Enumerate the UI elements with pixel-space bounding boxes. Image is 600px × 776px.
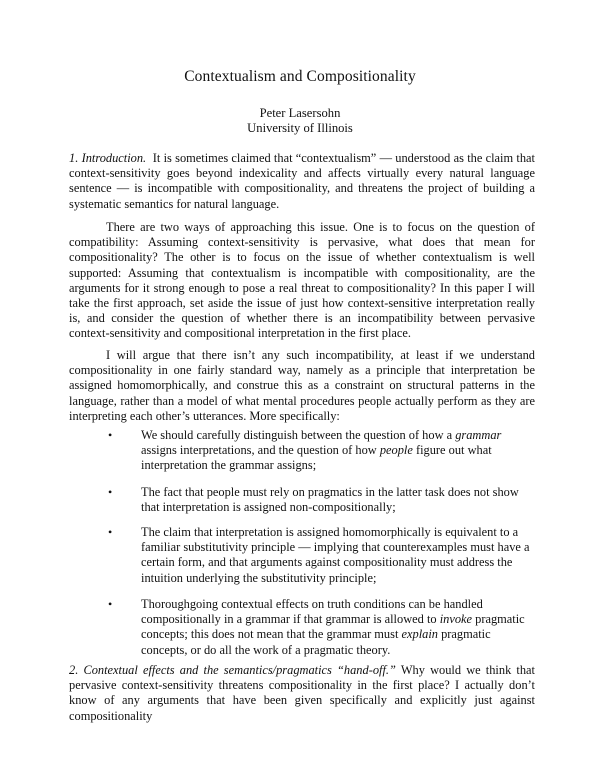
bullet-item: The claim that interpretation is assigned homomorphically is equivalent to a familiar substitutivity principle — implying that counterexamples must have a certain form, and that arguments against compositionality must address the intuition underlying the substitutivity principle; — [141, 525, 530, 585]
bullet-marker: • — [108, 525, 113, 539]
intro-paragraph — [69, 151, 535, 212]
emphasis-explain: explain — [401, 627, 438, 642]
bullet-marker: • — [108, 485, 113, 499]
author-block — [0, 106, 600, 136]
section-2-text: Why would we think that pervasive context-sensitivity threatens compositionality in the first place? I actually don’t know of any arguments that have been given specifically and explicitly just against compositionality — [69, 663, 536, 723]
section-2-paragraph — [69, 663, 535, 724]
bullet-item: We should carefully distinguish between the question of how a grammar assigns interpretations, and the question of how people figure out what interpretation the grammar assigns; — [141, 428, 502, 473]
intro-paragraph-text: It is sometimes claimed that “contextualism” — understood as the claim that context-sensitivity goes beyond indexicality and affects virtually every natural language sentence — is incompatible with compositionality, and threatens the project of building a systematic semantics for natural language. — [69, 151, 536, 211]
bullet-marker: • — [108, 597, 113, 611]
section-1-heading: 1. Introduction. — [69, 151, 147, 165]
argument-paragraph: I will argue that there isn’t any such incompatibility, at least if we understand compositionality in one fairly standard way, namely as a principle that interpretation be assigned homomorphically, and construe this as a constraint on structural patterns in the language, rather than a model of what mental procedures people actually perform as they are interpreting each other’s utterances. More specifically: — [69, 348, 535, 423]
section-2-heading: 2. Contextual effects and the semantics/pragmatics “hand-off.” — [69, 663, 396, 677]
author-name: Peter Lasersohn — [259, 106, 341, 120]
bullet-marker: • — [108, 428, 113, 442]
emphasis-grammar: grammar — [455, 428, 502, 442]
paper-title: Contextualism and Compositionality — [184, 68, 416, 85]
author-affiliation: University of Illinois — [247, 121, 353, 135]
bullet-item: Thoroughgoing contextual effects on truth conditions can be handled compositionally in a grammar if that grammar is allowed to invoke pragmatic concepts; this does not mean that the grammar must explain pragmatic concepts, or do all the work of a pragmatic theory. — [141, 597, 525, 657]
emphasis-people: people — [379, 443, 413, 458]
approach-paragraph: There are two ways of approaching this issue. One is to focus on the question of compatibility: Assuming context-sensitivity is pervasive, what does that mean for compositionality? The other is to focus on the issue of whether contextualism is well supported: Assuming that contextualism is incompatible with compositionality, are the arguments for it strong enough to pose a real threat to compositionality? In this paper I will take the first approach, set aside the issue of just how context-sensitive interpretation really is, and consider the question of whether there is an incompatibility between pervasive context-sensitivity and compositional interpretation in the first place. — [69, 220, 535, 341]
emphasis-invoke: invoke — [439, 612, 473, 627]
bullet-item: The fact that people must rely on pragmatics in the latter task does not show that interpretation is assigned non-compositionally; — [141, 485, 519, 515]
